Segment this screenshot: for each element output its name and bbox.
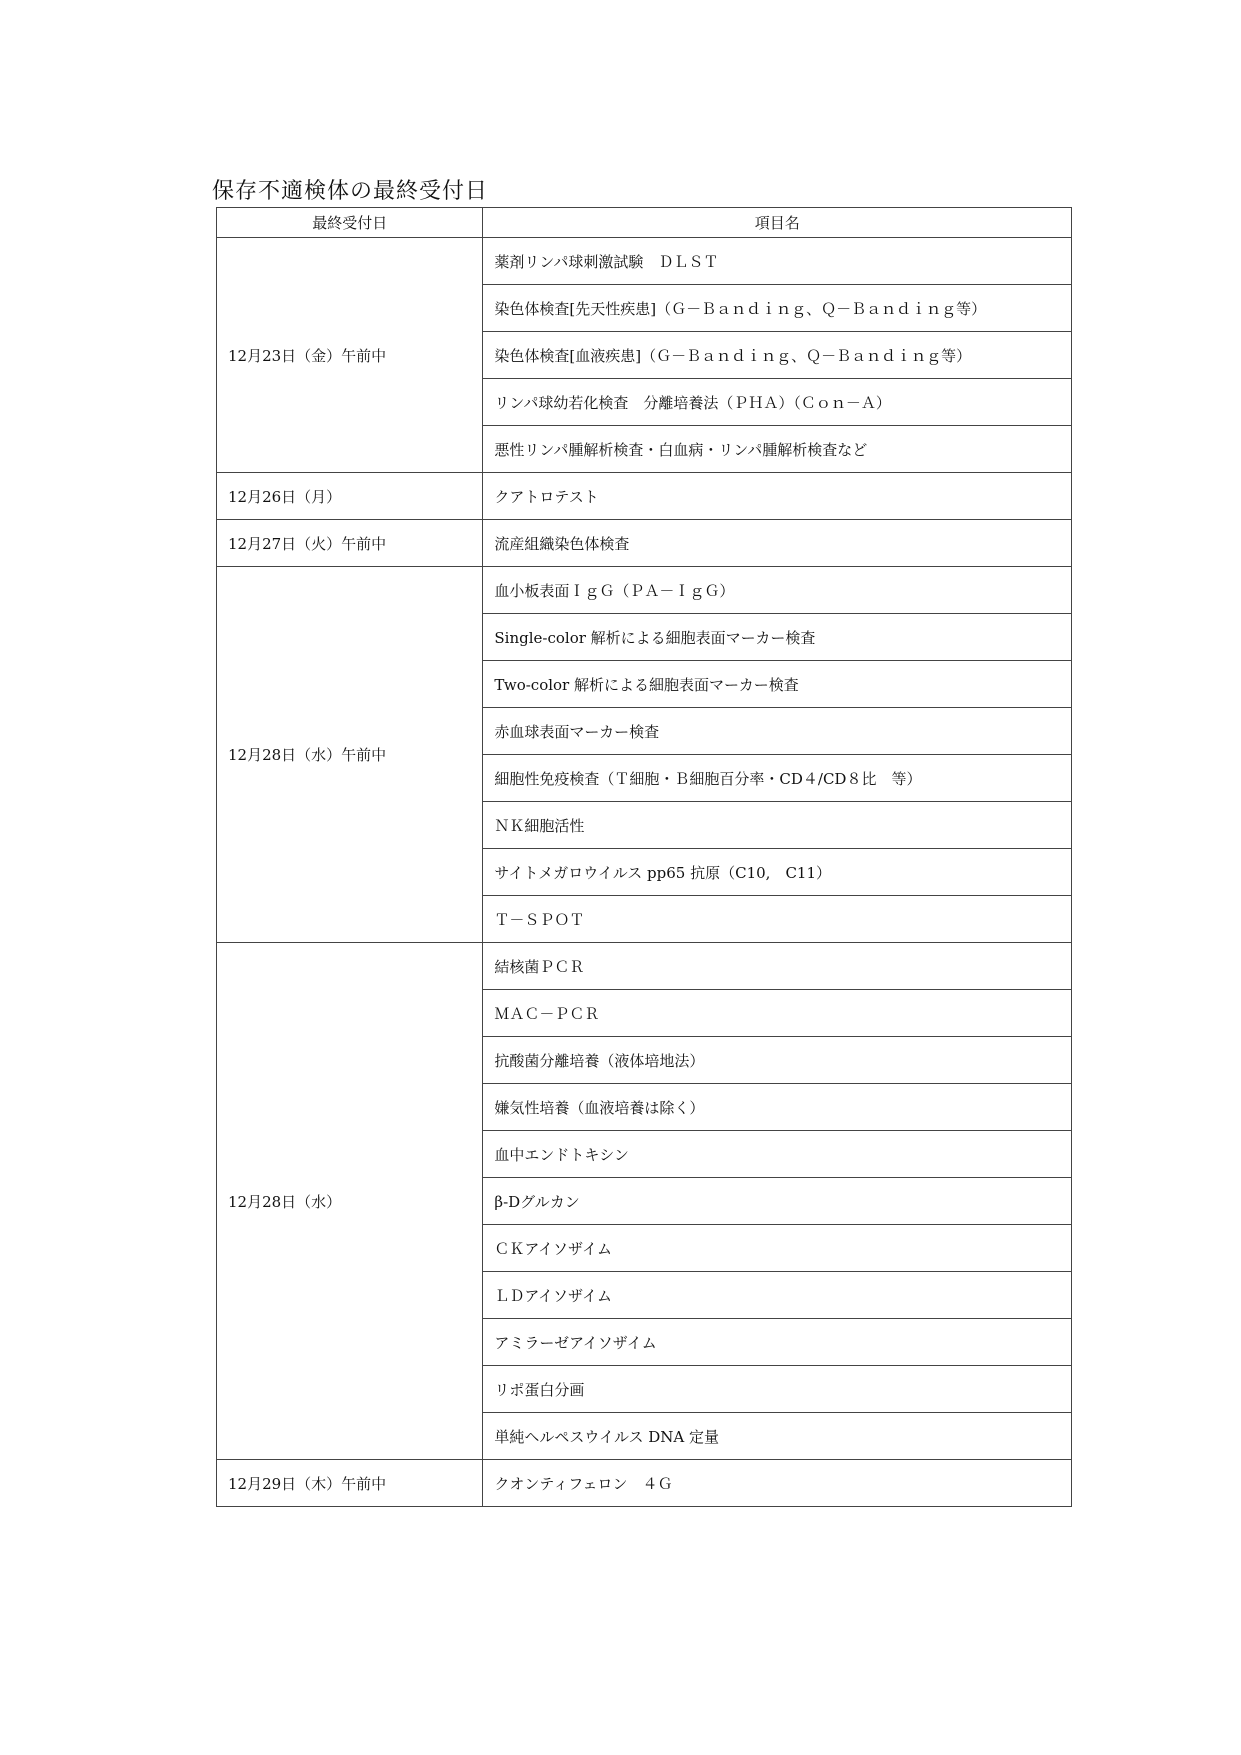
item-name-cell: β-Dグルカン <box>483 1178 1072 1225</box>
item-name-cell: Ｔ－ＳＰＯＴ <box>483 896 1072 943</box>
table-row <box>217 943 1072 990</box>
table-body <box>217 238 1072 1507</box>
item-name-cell: ＭＡＣ－ＰＣＲ <box>483 990 1072 1037</box>
item-name-cell: ＮＫ細胞活性 <box>483 802 1072 849</box>
table-row <box>217 1460 1072 1507</box>
item-name-cell: アミラーゼアイソザイム <box>483 1319 1072 1366</box>
item-name-cell: クアトロテスト <box>483 473 1072 520</box>
table-header-row <box>217 208 1072 238</box>
item-name-cell: 染色体検査[血液疾患]（Ｇ－Ｂａｎｄｉｎｇ、Ｑ－Ｂａｎｄｉｎｇ等） <box>483 332 1072 379</box>
deadline-date-cell: 12月29日（木）午前中 <box>217 1460 483 1507</box>
item-name-cell: 悪性リンパ腫解析検査・白血病・リンパ腫解析検査など <box>483 426 1072 473</box>
deadline-date-cell: 12月26日（月） <box>217 473 483 520</box>
document-title: 保存不適検体の最終受付日 <box>212 179 489 204</box>
item-name-cell: 薬剤リンパ球刺激試験 ＤＬＳＴ <box>483 238 1072 285</box>
item-name-cell: 染色体検査[先天性疾患]（Ｇ－Ｂａｎｄｉｎｇ、Ｑ－Ｂａｎｄｉｎｇ等） <box>483 285 1072 332</box>
item-name-cell: ＬＤアイソザイム <box>483 1272 1072 1319</box>
item-name-cell: クオンティフェロン ４Ｇ <box>483 1460 1072 1507</box>
item-name-cell: 抗酸菌分離培養（液体培地法） <box>483 1037 1072 1084</box>
item-name-cell: 細胞性免疫検査（Ｔ細胞・Ｂ細胞百分率・CD４/CD８比 等） <box>483 755 1072 802</box>
table-row <box>217 567 1072 614</box>
deadline-date-cell: 12月23日（金）午前中 <box>217 238 483 473</box>
item-name-cell: 嫌気性培養（血液培養は除く） <box>483 1084 1072 1131</box>
reception-deadline-table <box>216 207 1072 1507</box>
item-name-cell: ＣＫアイソザイム <box>483 1225 1072 1272</box>
table-row <box>217 520 1072 567</box>
item-name-cell: 血中エンドトキシン <box>483 1131 1072 1178</box>
item-name-cell: リポ蛋白分画 <box>483 1366 1072 1413</box>
header-item-name: 項目名 <box>483 208 1072 238</box>
deadline-date-cell: 12月27日（火）午前中 <box>217 520 483 567</box>
item-name-cell: 単純ヘルペスウイルス DNA 定量 <box>483 1413 1072 1460</box>
item-name-cell: Two-color 解析による細胞表面マーカー検査 <box>483 661 1072 708</box>
item-name-cell: リンパ球幼若化検査 分離培養法（ＰＨＡ）（Ｃｏｎ－Ａ） <box>483 379 1072 426</box>
item-name-cell: Single-color 解析による細胞表面マーカー検査 <box>483 614 1072 661</box>
item-name-cell: 結核菌ＰＣＲ <box>483 943 1072 990</box>
table-row <box>217 238 1072 285</box>
item-name-cell: 血小板表面ＩｇＧ（ＰＡ－ＩｇＧ） <box>483 567 1072 614</box>
item-name-cell: 流産組織染色体検査 <box>483 520 1072 567</box>
header-deadline-date: 最終受付日 <box>217 208 483 238</box>
deadline-date-cell: 12月28日（水）午前中 <box>217 567 483 943</box>
item-name-cell: サイトメガロウイルス pp65 抗原（C10, C11） <box>483 849 1072 896</box>
deadline-date-cell: 12月28日（水） <box>217 943 483 1460</box>
item-name-cell: 赤血球表面マーカー検査 <box>483 708 1072 755</box>
table-row <box>217 473 1072 520</box>
